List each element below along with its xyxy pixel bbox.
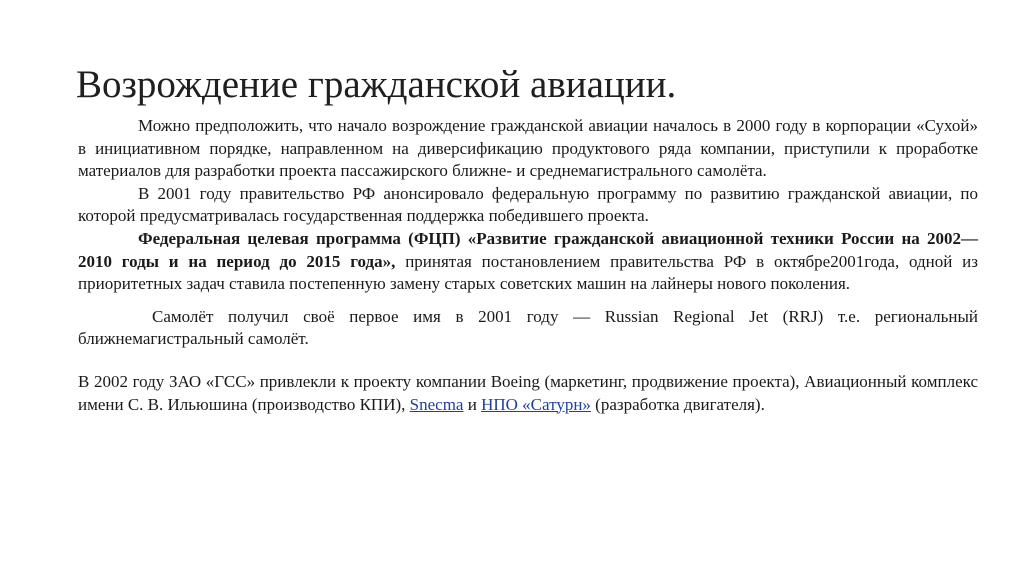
partners-text: В 2002 году ЗАО «ГСС» привлекли к проекту компании Boeing (маркетинг, продвижение проекта), Авиационный комплекс имени С. В. Ильюшина (производство КПИ),: [78, 371, 978, 414]
paragraph-rrj-name: Самолёт получил своё первое имя в 2001 году — Russian Regional Jet (RRJ) т.е. региональный ближнемагистральный самолёт.: [78, 306, 978, 349]
slide-title: Возрождение гражданской авиации.: [76, 63, 677, 106]
npo-saturn-link[interactable]: НПО «Сатурн»: [481, 394, 591, 414]
partners-end: (разработка двигателя).: [590, 394, 765, 414]
partners-and: и: [463, 394, 482, 414]
paragraph-fcp: [78, 228, 978, 296]
paragraph-federal-program-announce: В 2001 году правительство РФ анонсировало федеральную программу по развитию гражданской авиации, по которой предусматривалась государственная поддержка победившего проекта.: [78, 183, 978, 226]
snecma-link[interactable]: Snecma: [409, 394, 464, 414]
paragraph-sukhoi-start: Можно предположить, что начало возрождение гражданской авиации началось в 2000 году в корпорации «Сухой» в инициативном порядке, направленном на диверсификацию продуктового ряда компании, приступили к проработке материалов для разработки проекта пассажирского ближне- и среднемагистрального самолёта.: [78, 116, 978, 181]
fcp-description: принятая постановлением правительства РФ в октябре2001года, одной из приоритетных задач ставила постепенную замену старых советских машин на лайнеры нового поколения.: [78, 251, 978, 294]
slide-body: [78, 115, 978, 416]
paragraph-partners: [78, 371, 978, 416]
fcp-title-bold: Федеральная целевая программа (ФЦП) «Развитие гражданской авиационной техники России на 2002—2010 годы и на период до 2015 года»,: [78, 228, 978, 271]
